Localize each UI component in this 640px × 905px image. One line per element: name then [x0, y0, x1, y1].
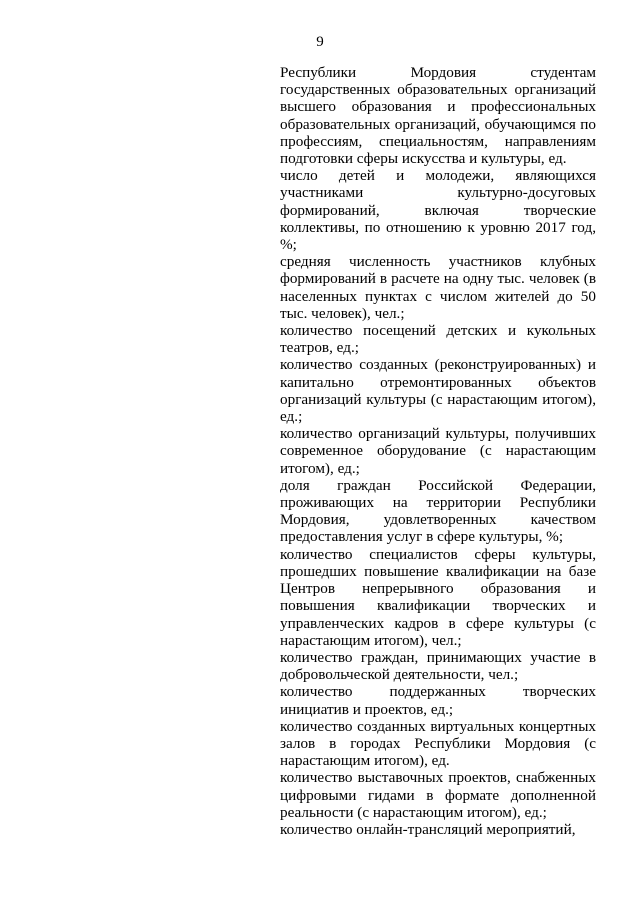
page-number: 9 — [316, 34, 324, 50]
paragraph-children-youth: число детей и молодежи, являющихся участниками культурно-досуговых формирований, включая творческие коллективы, по отношению к уровню 2017 год, %; — [280, 167, 596, 254]
paragraph-volunteers: количество граждан, принимающих участие в добровольческой деятельности, чел.; — [280, 648, 596, 684]
paragraph-satisfaction: доля граждан Российской Федерации, проживающих на территории Республики Мордовия, удовлетворенных качеством предоставления услуг в сфере культуры, %; — [280, 476, 596, 546]
paragraph-equipment: количество организаций культуры, получивших современное оборудование (с нарастающим итогом), ед.; — [280, 425, 596, 477]
paragraph-qualification: количество специалистов сферы культуры, прошедших повышение квалификации на базе Центров непрерывного образования и повышения квалификации творческих и управленческих кадров в сфере культуры (с нарастающим итогом), чел.; — [280, 545, 596, 649]
paragraph-exhibition-projects: количество выставочных проектов, снабженных цифровыми гидами в формате дополненной реальности (с нарастающим итогом), ед.; — [280, 769, 596, 821]
paragraph-students: Республики Мордовия студентам государственных образовательных организаций высшего образования и профессиональных образовательных организаций, обучающимся по профессиям, специальностям, направлениям подготовки сферы искусства и культуры, ед. — [280, 64, 596, 168]
paragraph-club-participants: средняя численность участников клубных формирований в расчете на одну тыс. человек (в населенных пунктах с числом жителей до 50 тыс. человек), чел.; — [280, 253, 596, 322]
paragraph-theatre-visits: количество посещений детских и кукольных театров, ед.; — [280, 322, 596, 357]
paragraph-creative-initiatives: количество поддержанных творческих инициатив и проектов, ед.; — [280, 683, 596, 718]
paragraph-renovated-objects: количество созданных (реконструированных) и капитально отремонтированных объектов организаций культуры (с нарастающим итогом), ед.; — [280, 356, 596, 426]
paragraph-online-broadcasts: количество онлайн-трансляций мероприятий, — [280, 820, 576, 838]
paragraph-virtual-halls: количество созданных виртуальных концертных залов в городах Республики Мордовия (с нарастающим итогом), ед. — [280, 717, 596, 770]
document-body — [280, 64, 596, 838]
